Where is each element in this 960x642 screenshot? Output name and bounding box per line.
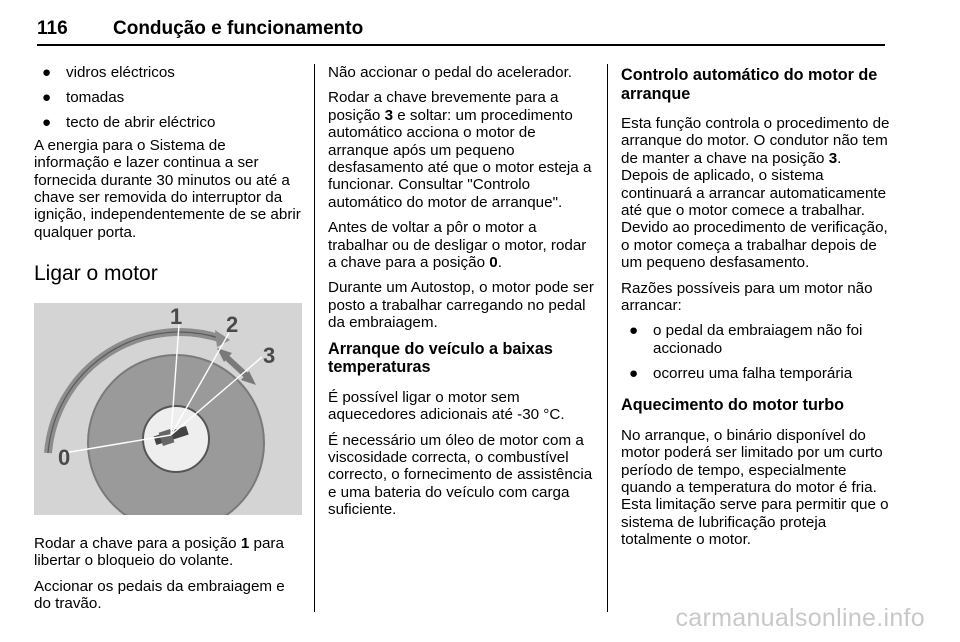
column-1 — [34, 64, 302, 621]
bullet-icon: ● — [42, 88, 52, 106]
section-heading: Controlo automático do motor de arranque — [621, 66, 878, 103]
bullet-icon: ● — [42, 64, 52, 81]
bullet-icon: ● — [629, 322, 639, 340]
bullet-icon: ● — [42, 113, 52, 131]
header-rule — [37, 44, 885, 46]
paragraph: Rodar a chave brevemente para a posição 3 e soltar: um procedimento automático acciona o motor de arranque após um pequeno desfasamento até que o motor esteja a funcionar. Consultar "Controlo automático do motor de arranque". — [328, 89, 592, 211]
section-heading: Aquecimento do motor turbo — [621, 396, 845, 415]
page-number: 116 — [37, 18, 68, 39]
list-item: ● o pedal da embraiagem não foi accionado — [629, 322, 863, 357]
paragraph: É necessário um óleo de motor com a viscosidade correcta, o combustível correcto, o fornecimento de assistência e uma bateria do veículo com carga suficiente. — [328, 431, 593, 519]
list-item: ● tomadas — [42, 88, 125, 106]
section-heading: Arranque do veículo a baixas temperaturas — [328, 339, 553, 377]
column-divider — [314, 64, 315, 612]
paragraph: Esta função controla o procedimento de arranque do motor. O condutor não tem de manter a chave na posição 3. Depois de aplicado, o sistema continuará a arrancar automaticamente até que o motor comece a trabalhar. Devido ao procedimento de verificação, o motor começa a trabalhar depois de um pequeno desfasamento. — [621, 115, 890, 272]
watermark: carmanualsonline.info — [675, 604, 925, 632]
paragraph: Accionar os pedais da embraiagem e do travão. — [34, 577, 285, 613]
page-header — [37, 18, 363, 40]
list-item: ● tecto de abrir eléctrico — [42, 113, 216, 131]
paragraph: Razões possíveis para um motor não arrancar: — [621, 279, 873, 315]
section-heading: Ligar o motor — [34, 262, 158, 286]
column-3 — [621, 64, 891, 557]
position-0-label: 0 — [58, 444, 71, 470]
bullet-icon: ● — [629, 364, 639, 382]
paragraph: No arranque, o binário disponível do motor poderá ser limitado por um curto período de tempo, especialmente quando a temperatura do motor é fria. Esta limitação serve para permitir que o sistema de lubrificação proteja totalmente o motor. — [621, 426, 889, 549]
page-title: Condução e funcionamento — [113, 18, 364, 39]
position-3-label: 3 — [263, 342, 276, 368]
feature-list — [34, 64, 302, 131]
paragraph: A energia para o Sistema de informação e lazer continua a ser fornecida durante 30 minutos ou até a chave ser removida do interruptor da ignição, independentemente de se abrir qualquer porta. — [34, 136, 301, 241]
position-1-label: 1 — [170, 303, 183, 329]
column-divider — [607, 64, 608, 612]
paragraph: É possível ligar o motor sem aquecedores adicionais até -30 °C. — [328, 388, 565, 424]
paragraph: Não accionar o pedal do acelerador. — [328, 64, 573, 81]
paragraph: Durante um Autostop, o motor pode ser posto a trabalhar carregando no pedal da embraiagem. — [328, 279, 594, 332]
paragraph: Antes de voltar a pôr o motor a trabalhar ou de desligar o motor, rodar a chave para a posição 0. — [328, 219, 587, 272]
list-item: ● vidros eléctricos — [42, 64, 175, 81]
column-2 — [328, 64, 594, 527]
list-item: ● ocorreu uma falha temporária — [629, 364, 853, 382]
paragraph: Rodar a chave para a posição 1 para libertar o bloqueio do volante. — [34, 534, 284, 570]
ignition-switch-figure — [34, 303, 302, 515]
reasons-list — [621, 322, 891, 382]
position-2-label: 2 — [226, 311, 239, 337]
